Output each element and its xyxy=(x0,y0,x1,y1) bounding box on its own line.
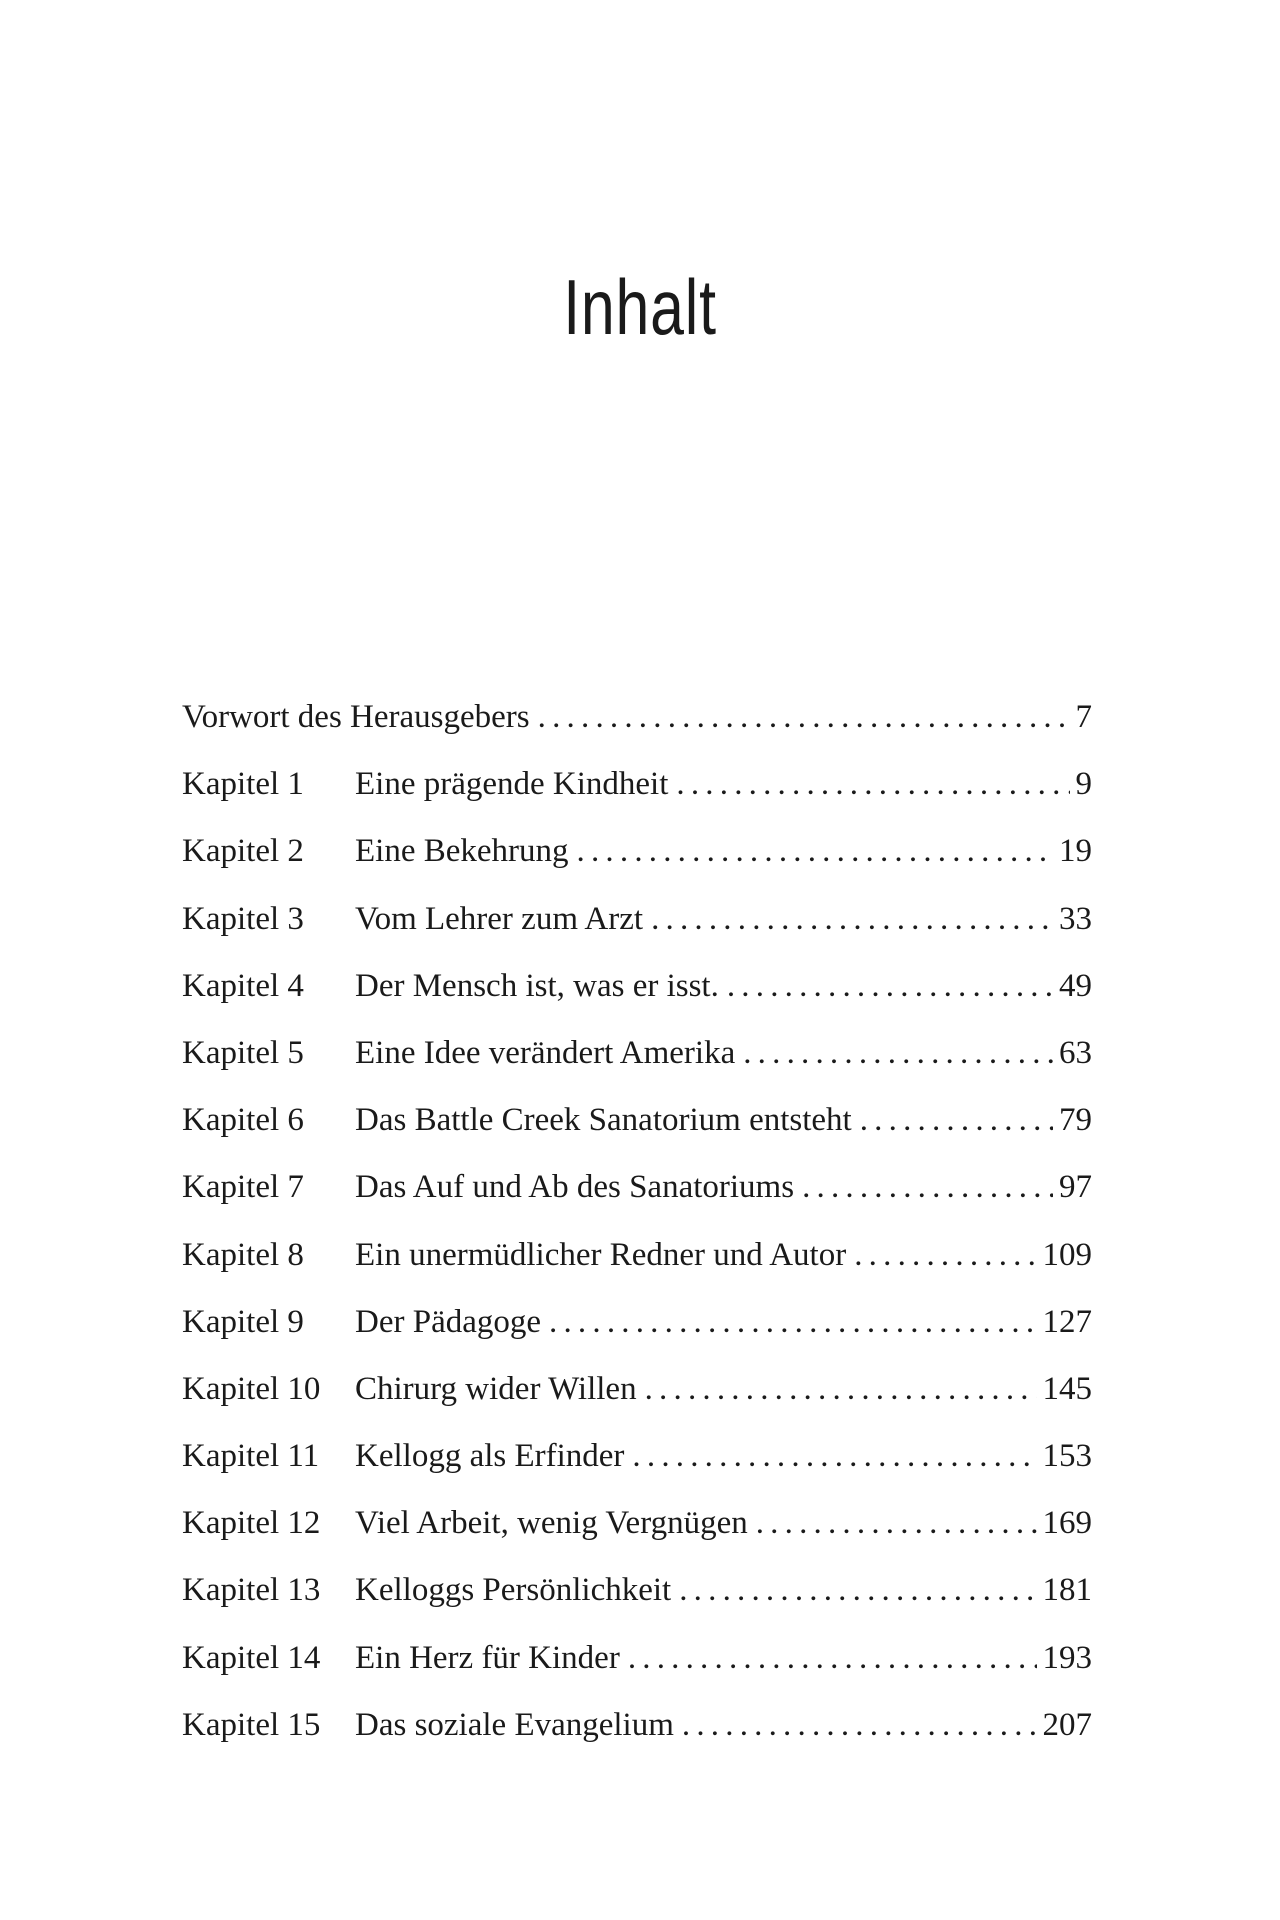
toc-entry-chapter[interactable] xyxy=(182,1020,1092,1087)
toc-entry-chapter[interactable] xyxy=(182,1557,1092,1624)
dot-leader xyxy=(679,1557,1036,1624)
toc-entry-label: Kapitel 6 xyxy=(182,1102,304,1139)
toc-entry-page: 33 xyxy=(1059,900,1092,937)
toc-entry-page: 109 xyxy=(1042,1236,1092,1273)
table-of-contents xyxy=(182,684,1092,1759)
toc-entry-title: Kellogg als Erfinder xyxy=(355,1438,625,1475)
toc-entry-page: 97 xyxy=(1059,1169,1092,1206)
toc-entry-page: 9 xyxy=(1075,766,1092,803)
toc-entry-title: Ein Herz für Kinder xyxy=(355,1639,620,1676)
toc-entry-chapter[interactable] xyxy=(182,1289,1092,1356)
toc-entry-page: 169 xyxy=(1042,1505,1092,1542)
toc-entry-title: Vorwort des Herausgebers xyxy=(182,699,530,735)
toc-entry-label: Kapitel 14 xyxy=(182,1639,321,1676)
toc-entry-page: 49 xyxy=(1059,967,1092,1004)
toc-entry-title: Eine Idee verändert Amerika xyxy=(355,1034,736,1071)
toc-entry-title: Vom Lehrer zum Arzt xyxy=(355,900,644,937)
toc-entry-page: 145 xyxy=(1042,1370,1092,1407)
toc-entry-chapter[interactable] xyxy=(182,953,1092,1020)
toc-entry-label: Kapitel 11 xyxy=(182,1438,320,1475)
dot-leader xyxy=(682,1692,1037,1759)
dot-leader xyxy=(854,1222,1036,1289)
dot-leader xyxy=(538,684,1070,751)
toc-entry-chapter[interactable] xyxy=(182,1490,1092,1557)
toc-entry-preface[interactable] xyxy=(182,684,1092,751)
toc-entry-title: Das soziale Evangelium xyxy=(355,1706,674,1743)
toc-entry-label: Kapitel 2 xyxy=(182,833,304,870)
dot-leader xyxy=(645,1356,1037,1423)
dot-leader xyxy=(743,1020,1053,1087)
toc-entry-chapter[interactable] xyxy=(182,886,1092,953)
toc-entry-chapter[interactable] xyxy=(182,751,1092,818)
dot-leader xyxy=(632,1423,1036,1490)
dot-leader xyxy=(727,953,1053,1020)
toc-entry-chapter[interactable] xyxy=(182,1356,1092,1423)
toc-entry-chapter[interactable] xyxy=(182,1423,1092,1490)
toc-entry-page: 181 xyxy=(1042,1572,1092,1609)
toc-entry-label: Kapitel 9 xyxy=(182,1303,304,1340)
toc-entry-page: 207 xyxy=(1042,1706,1092,1743)
toc-entry-title: Ein unermüdlicher Redner und Autor xyxy=(355,1236,847,1273)
toc-entry-page: 19 xyxy=(1059,833,1092,870)
toc-entry-label: Kapitel 3 xyxy=(182,900,304,937)
toc-entry-page: 193 xyxy=(1042,1639,1092,1676)
toc-entry-chapter[interactable] xyxy=(182,1692,1092,1759)
toc-entry-chapter[interactable] xyxy=(182,1154,1092,1221)
toc-entry-page: 7 xyxy=(1075,699,1092,735)
toc-entry-label: Kapitel 7 xyxy=(182,1169,304,1206)
chapter-list xyxy=(182,751,1092,1759)
toc-entry-label: Kapitel 15 xyxy=(182,1706,321,1743)
page-title: Inhalt xyxy=(563,263,717,351)
toc-entry-chapter[interactable] xyxy=(182,818,1092,885)
dot-leader xyxy=(802,1154,1053,1221)
toc-entry-label: Kapitel 8 xyxy=(182,1236,304,1273)
toc-entry-label: Kapitel 4 xyxy=(182,967,304,1004)
toc-entry-chapter[interactable] xyxy=(182,1625,1092,1692)
toc-entry-title: Das Auf und Ab des Sanatoriums xyxy=(355,1169,795,1206)
toc-entry-title: Eine prägende Kindheit xyxy=(355,766,669,803)
toc-entry-chapter[interactable] xyxy=(182,1087,1092,1154)
toc-entry-label: Kapitel 1 xyxy=(182,766,304,803)
toc-entry-title: Der Mensch ist, was er isst. xyxy=(355,967,719,1004)
dot-leader xyxy=(676,751,1069,818)
toc-entry-label: Kapitel 12 xyxy=(182,1505,321,1542)
toc-entry-title: Eine Bekehrung xyxy=(355,833,569,870)
toc-entry-title: Das Battle Creek Sanatorium entsteht xyxy=(355,1102,852,1139)
toc-entry-title: Chirurg wider Willen xyxy=(355,1370,637,1407)
toc-entry-title: Kelloggs Persönlichkeit xyxy=(355,1572,672,1609)
toc-entry-chapter[interactable] xyxy=(182,1222,1092,1289)
toc-entry-label: Kapitel 13 xyxy=(182,1572,321,1609)
toc-entry-title: Der Pädagoge xyxy=(355,1303,542,1340)
dot-leader xyxy=(549,1289,1036,1356)
toc-entry-page: 63 xyxy=(1059,1034,1092,1071)
dot-leader xyxy=(651,886,1053,953)
toc-entry-page: 79 xyxy=(1059,1102,1092,1139)
toc-entry-page: 127 xyxy=(1042,1303,1092,1340)
dot-leader xyxy=(577,818,1053,885)
toc-entry-label: Kapitel 10 xyxy=(182,1370,321,1407)
toc-entry-page: 153 xyxy=(1042,1438,1092,1475)
dot-leader xyxy=(628,1625,1037,1692)
toc-entry-title: Viel Arbeit, wenig Vergnügen xyxy=(355,1505,748,1542)
toc-entry-label: Kapitel 5 xyxy=(182,1034,304,1071)
dot-leader xyxy=(756,1490,1037,1557)
dot-leader xyxy=(860,1087,1053,1154)
